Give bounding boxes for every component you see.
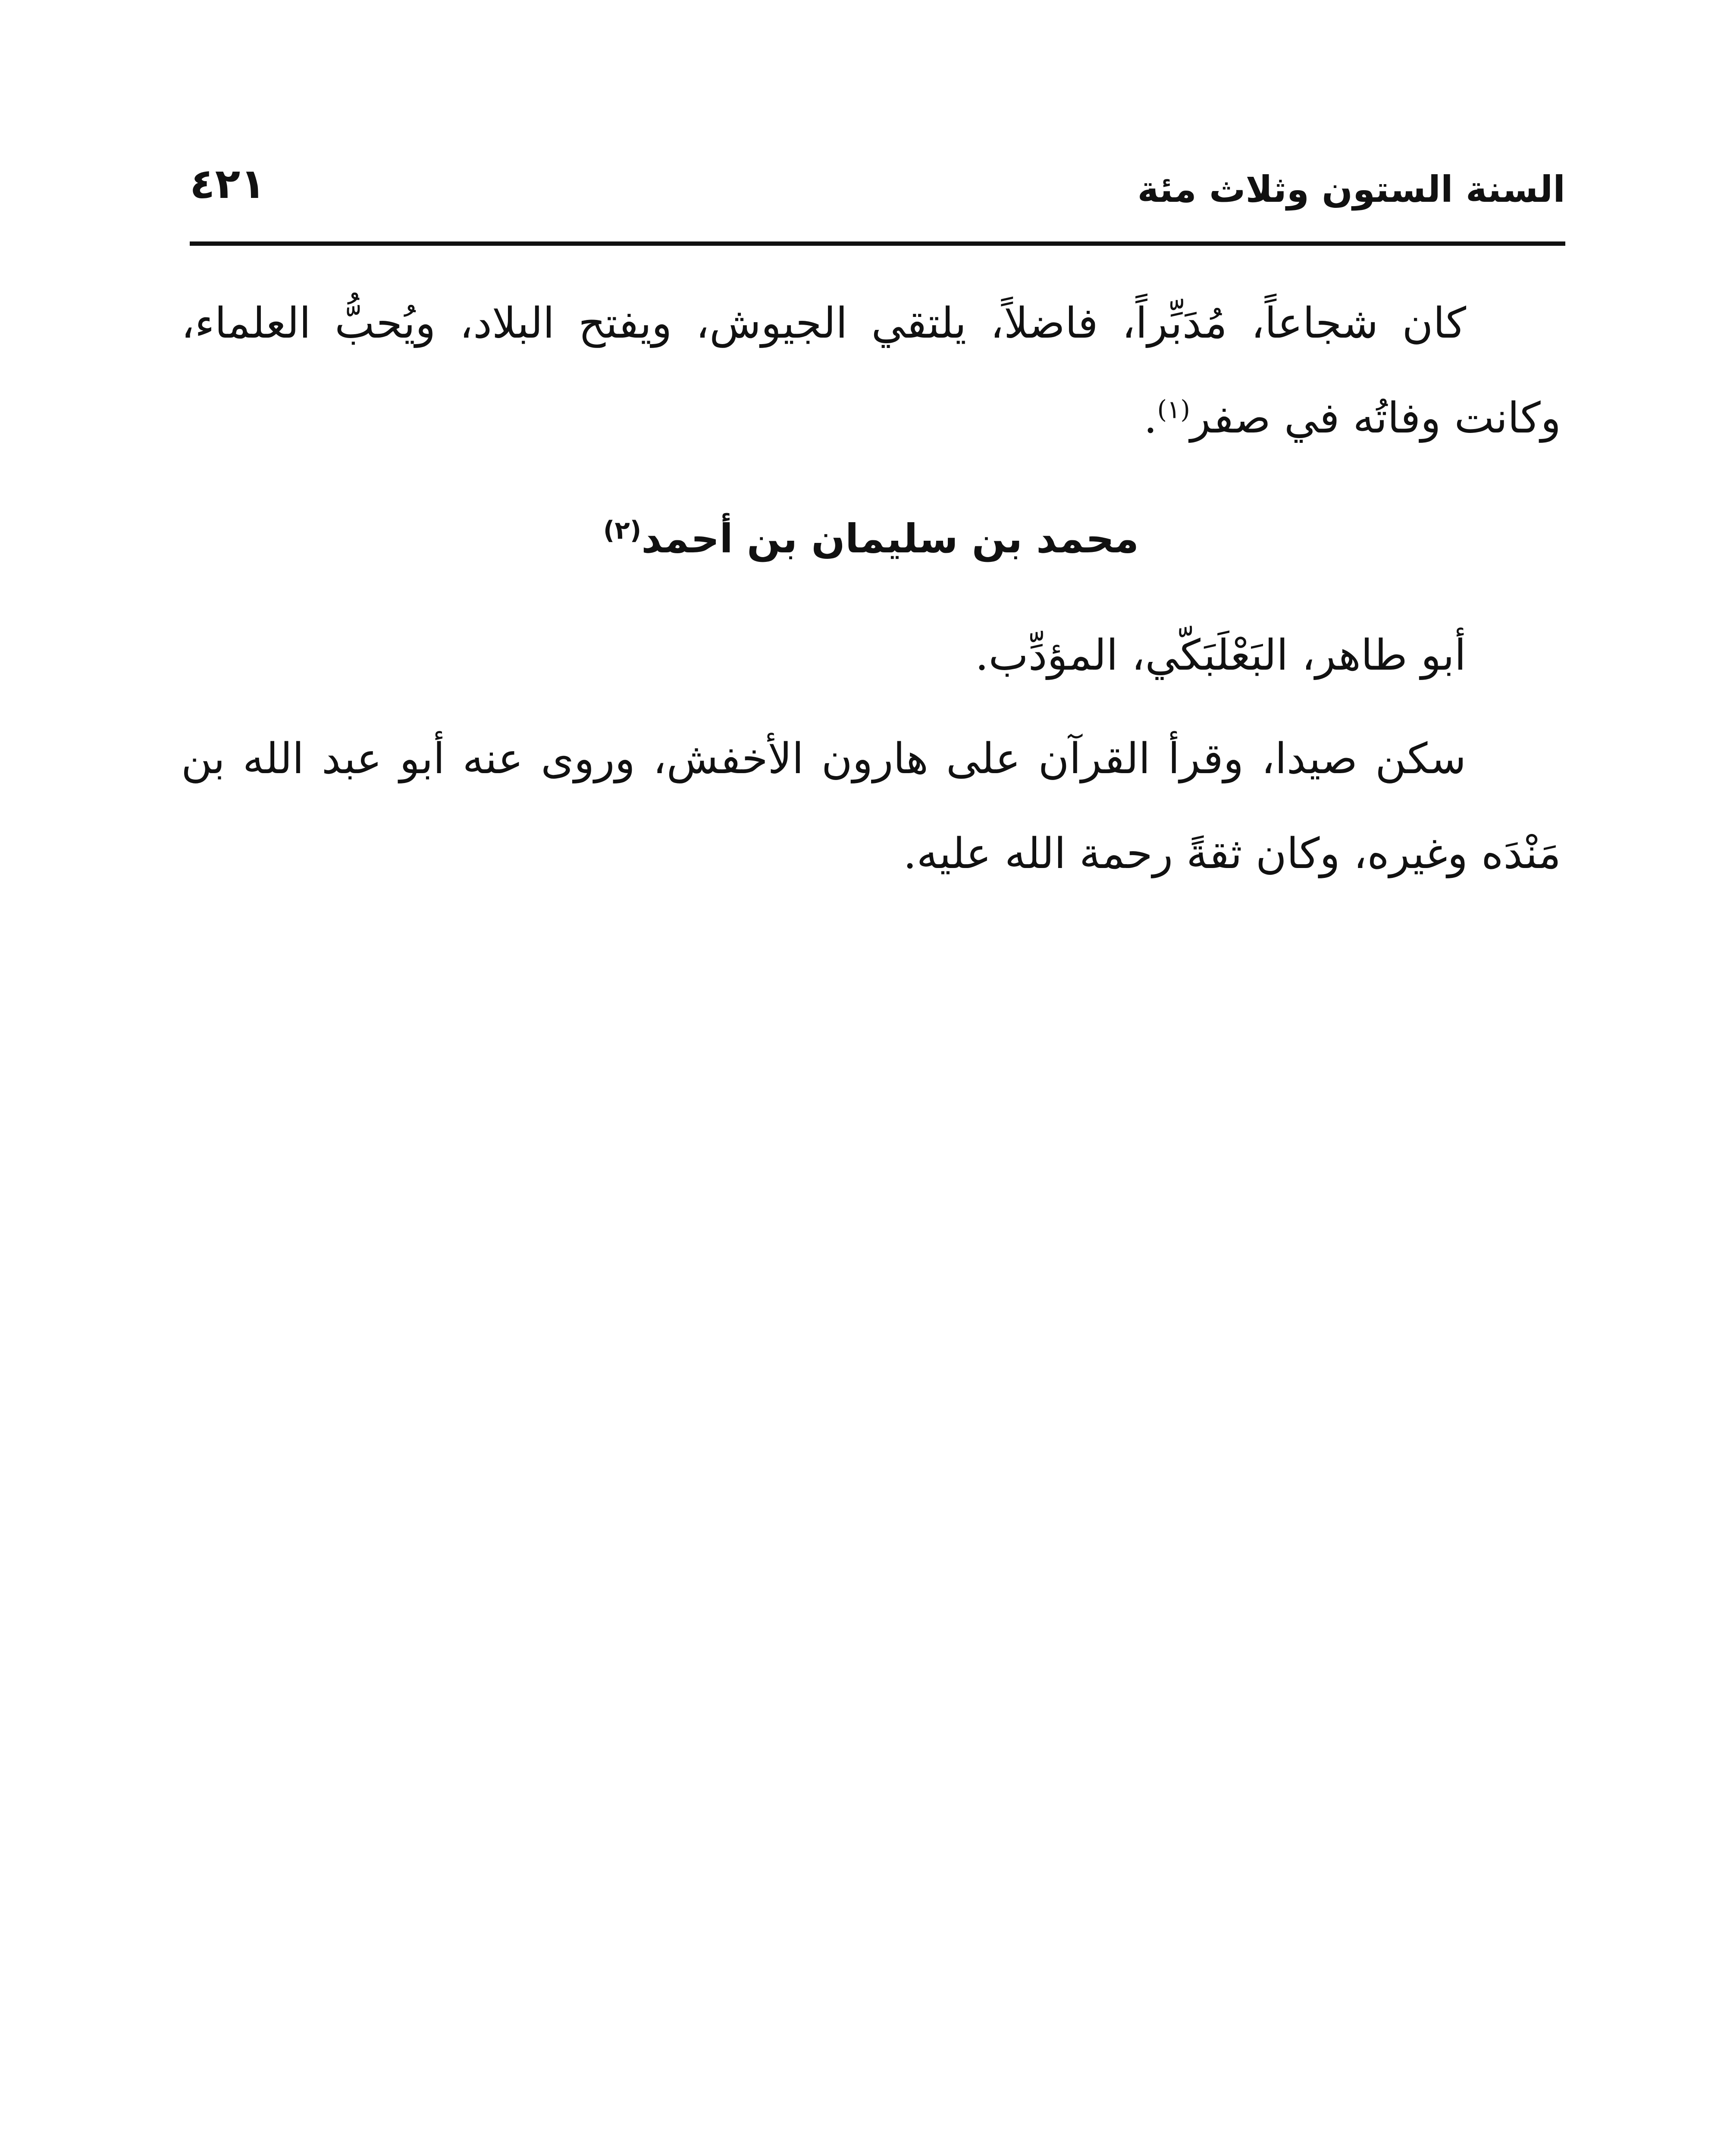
page-number: ٤٢١ — [190, 160, 266, 208]
paragraph-3: سكن صيدا، وقرأ القرآن على هارون الأخفش، وروى عنه أبو عبد الله بن مَنْدَه وغيره، وكان ثقةً رحمة الله عليه. — [181, 734, 1561, 878]
paragraph-1-end: . — [1144, 394, 1157, 443]
footnote-ref-2: (٢) — [603, 515, 642, 545]
header-rule — [190, 241, 1565, 246]
main-text — [181, 276, 1561, 901]
paragraph-1-text: كان شجاعاً، مُدَبِّراً، فاضلاً، يلتقي الجيوش، ويفتح البلاد، ويُحبُّ العلماء، وكانت وفاتُه في صفر — [181, 299, 1561, 443]
paragraph-2: أبو طاهر، البَعْلَبَكّي، المؤدِّب. — [975, 631, 1466, 680]
entry-heading — [181, 496, 1561, 582]
running-header-title: السنة الستون وثلاث مئة — [1137, 168, 1565, 210]
paragraph-1 — [181, 276, 1561, 466]
entry-heading-text: محمد بن سليمان بن أحمد — [641, 516, 1139, 562]
running-header — [190, 142, 1565, 229]
footnote-ref-1: (١) — [1157, 395, 1190, 424]
